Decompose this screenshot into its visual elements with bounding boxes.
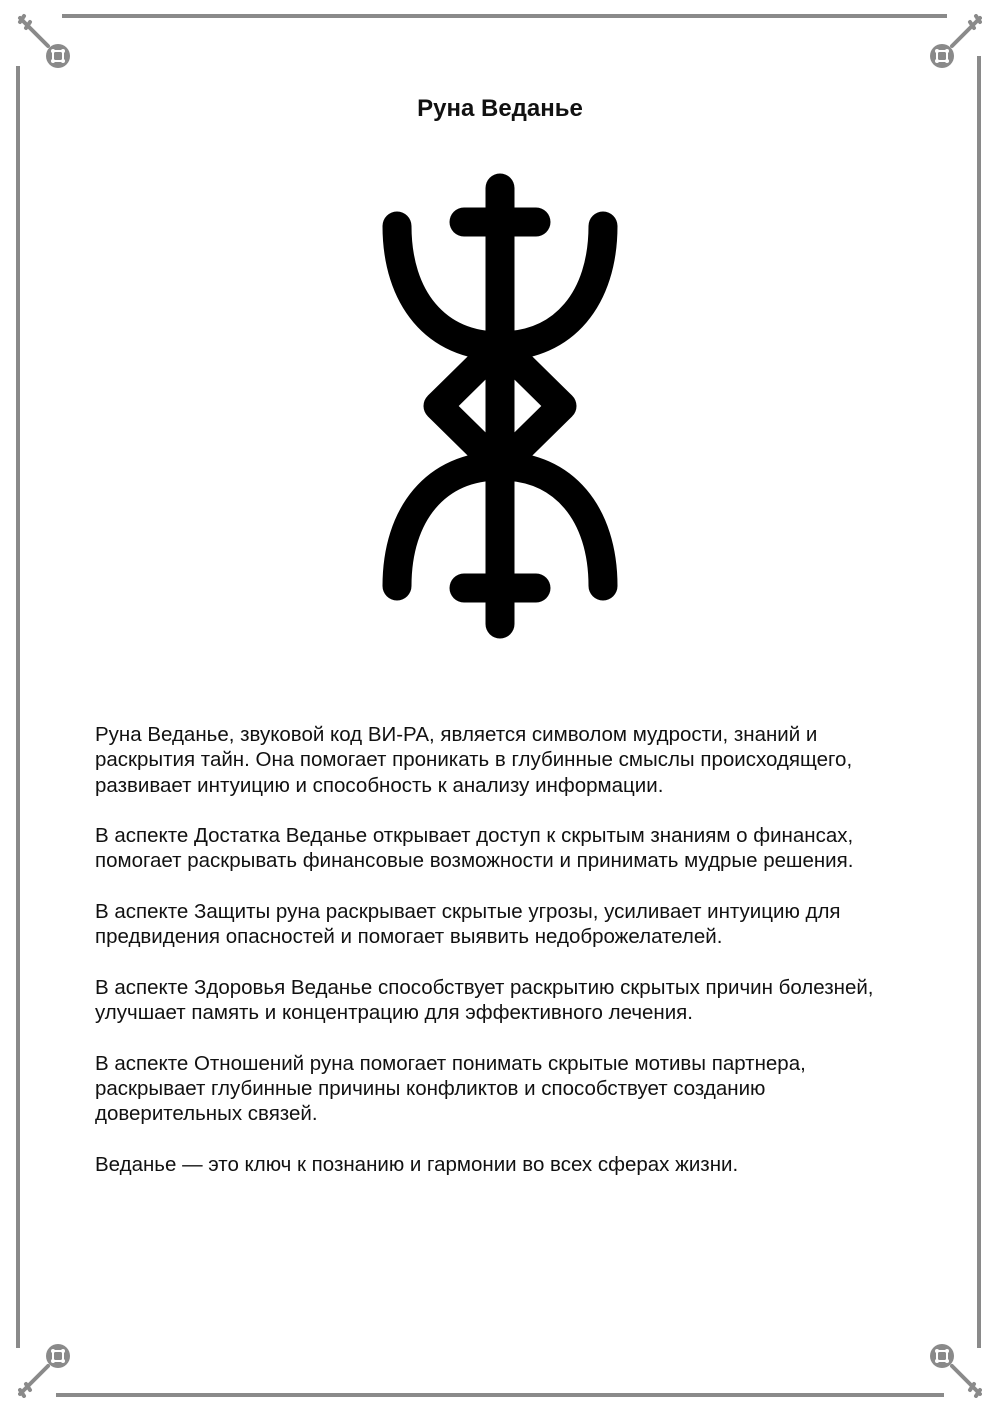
key-ornament-icon [926, 12, 986, 72]
corner-ornament-top-right [926, 12, 986, 72]
vedanye-rune-icon [376, 168, 624, 646]
key-ornament-icon [14, 1340, 74, 1400]
frame-top-border [62, 14, 947, 18]
paragraph-protection: В аспекте Защиты руна раскрывает скрытые угрозы, усиливает интуицию для предвидения опасностей и помогает выявить недоброжелателей. [95, 900, 841, 949]
paragraph-conclusion: Веданье — это ключ к познанию и гармонии во всех сферах жизни. [95, 1153, 739, 1177]
corner-ornament-bottom-right [926, 1340, 986, 1400]
paragraph-relationships: В аспекте Отношений руна помогает понимать скрытые мотивы партнера, раскрывает глубинные причины конфликтов и способствует созданию доверительных связей. [95, 1051, 806, 1126]
frame-left-border [16, 66, 20, 1348]
frame-bottom-border [56, 1393, 944, 1397]
corner-ornament-top-left [14, 12, 74, 72]
rune-symbol [376, 168, 624, 646]
frame-right-border [977, 56, 981, 1348]
rune-description [95, 722, 910, 1203]
key-ornament-icon [926, 1340, 986, 1400]
paragraph-intro: Руна Веданье, звуковой код ВИ-РА, является символом мудрости, знаний и раскрытия тайн. Она помогает проникать в глубинные смыслы происходящего, развивает интуицию и способность к анализу информации. [95, 723, 853, 797]
corner-ornament-bottom-left [14, 1340, 74, 1400]
paragraph-health: В аспекте Здоровья Веданье способствует раскрытию скрытых причин болезней, улучшает память и концентрацию для эффективного лечения. [95, 975, 874, 1025]
page-title: Руна Веданье [417, 95, 583, 122]
paragraph-wealth: В аспекте Достатка Веданье открывает доступ к скрытым знаниям о финансах, помогает раскрывать финансовые возможности и принимать мудрые решения. [95, 824, 854, 873]
key-ornament-icon [14, 12, 74, 72]
